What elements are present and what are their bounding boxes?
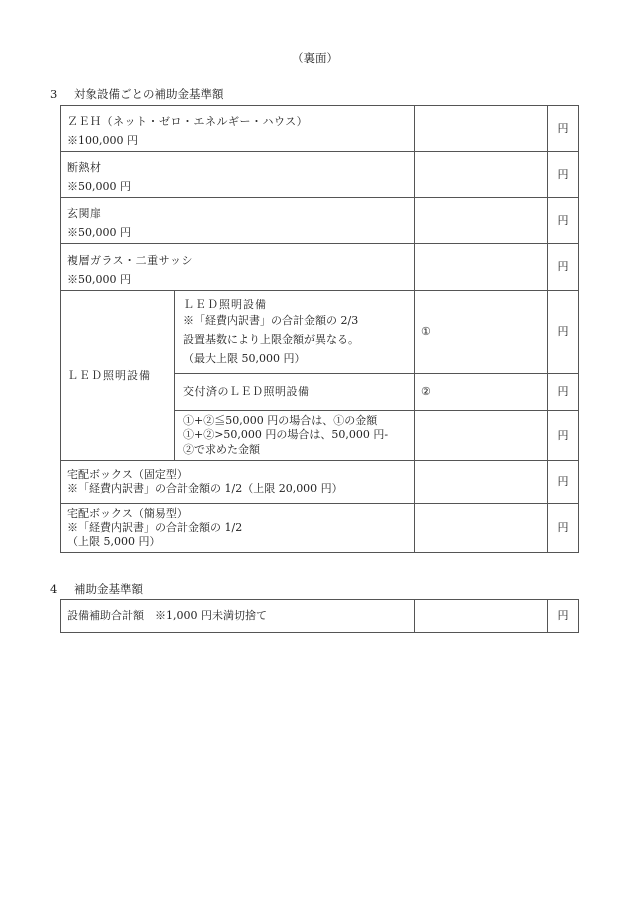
insulation-amount-input[interactable]	[415, 152, 548, 198]
led-row1-amount-input[interactable]	[415, 291, 548, 374]
led-group-label: ＬＥＤ照明設備	[61, 291, 175, 461]
box-simple-amount-input[interactable]	[415, 504, 548, 553]
table-row-box-simple	[61, 504, 579, 553]
glass-label-cell	[61, 244, 415, 291]
section-3-number: 3	[50, 87, 58, 101]
box-simple-unit: 円	[548, 504, 579, 553]
led-row1-line3: 設置基数により上限金額が異なる。	[183, 332, 359, 346]
zeh-note: ※100,000 円	[67, 134, 138, 147]
circled-one-mark: ①	[421, 325, 431, 339]
box-fixed-line2: ※「経費内訳書」の合計金額の 1/2（上限 20,000 円）	[67, 482, 343, 495]
section-4-number: 4	[50, 582, 58, 596]
box-simple-line1: 宅配ボックス（簡易型）	[67, 506, 188, 520]
table-row-total	[61, 600, 579, 633]
door-note: ※50,000 円	[67, 226, 131, 239]
led-row3-line1: ①+②≦50,000 円の場合は、①の金額	[183, 414, 378, 428]
section-4-title: 補助金基準額	[74, 582, 143, 596]
led-row2-label: 交付済のＬＥＤ照明設備	[175, 374, 415, 411]
page-title: （裏面）	[292, 51, 338, 65]
box-fixed-unit: 円	[548, 461, 579, 504]
insulation-label: 断熱材	[67, 161, 102, 175]
table-row-glass	[61, 244, 579, 291]
section-4-heading	[50, 581, 143, 597]
table-row-insulation	[61, 152, 579, 198]
box-simple-line3: （上限 5,000 円）	[67, 535, 161, 549]
table-row-box-fixed	[61, 461, 579, 504]
total-amount-input[interactable]	[415, 600, 548, 633]
door-label-cell	[61, 198, 415, 244]
door-amount-input[interactable]	[415, 198, 548, 244]
box-fixed-label-cell	[61, 461, 415, 504]
led-row3-line2: ①+②>50,000 円の場合は、50,000 円-	[183, 428, 389, 442]
insulation-note: ※50,000 円	[67, 180, 131, 193]
door-label: 玄関扉	[67, 207, 102, 221]
total-unit: 円	[548, 600, 579, 633]
zeh-unit: 円	[548, 106, 579, 152]
led-row3-line3: ②で求めた金額	[183, 442, 260, 456]
table-row-led-1	[61, 291, 579, 374]
zeh-label: ＺＥＨ（ネット・ゼロ・エネルギー・ハウス）	[67, 115, 309, 129]
box-simple-line2: ※「経費内訳書」の合計金額の 1/2	[67, 520, 243, 534]
insulation-unit: 円	[548, 152, 579, 198]
led-row3-label-cell	[175, 411, 415, 461]
section-3-title: 対象設備ごとの補助金基準額	[74, 87, 224, 101]
box-fixed-line1: 宅配ボックス（固定型）	[67, 467, 188, 481]
led-row2-unit: 円	[548, 374, 579, 411]
zeh-amount-input[interactable]	[415, 106, 548, 152]
led-row2-amount-input[interactable]	[415, 374, 548, 411]
total-label: 設備補助合計額 ※1,000 円未満切捨て	[61, 600, 415, 633]
led-row1-line2: ※「経費内訳書」の合計金額の 2/3	[183, 313, 359, 327]
total-table	[60, 599, 579, 633]
box-fixed-amount-input[interactable]	[415, 461, 548, 504]
glass-label: 複層ガラス・二重サッシ	[67, 253, 193, 267]
led-row1-line4: （最大上限 50,000 円）	[183, 352, 306, 366]
led-row3-amount-input[interactable]	[415, 411, 548, 461]
circled-two-mark: ②	[421, 385, 431, 399]
glass-unit: 円	[548, 244, 579, 291]
subsidy-table	[60, 105, 579, 553]
table-row-zeh	[61, 106, 579, 152]
glass-amount-input[interactable]	[415, 244, 548, 291]
zeh-label-cell	[61, 106, 415, 152]
table-row-door	[61, 198, 579, 244]
section-3-heading	[50, 86, 224, 102]
led-row1-label-cell	[175, 291, 415, 374]
led-row1-unit: 円	[548, 291, 579, 374]
led-row3-unit: 円	[548, 411, 579, 461]
insulation-label-cell	[61, 152, 415, 198]
glass-note: ※50,000 円	[67, 272, 131, 286]
door-unit: 円	[548, 198, 579, 244]
box-simple-label-cell	[61, 504, 415, 553]
led-row1-line1: ＬＥＤ照明設備	[183, 297, 267, 311]
